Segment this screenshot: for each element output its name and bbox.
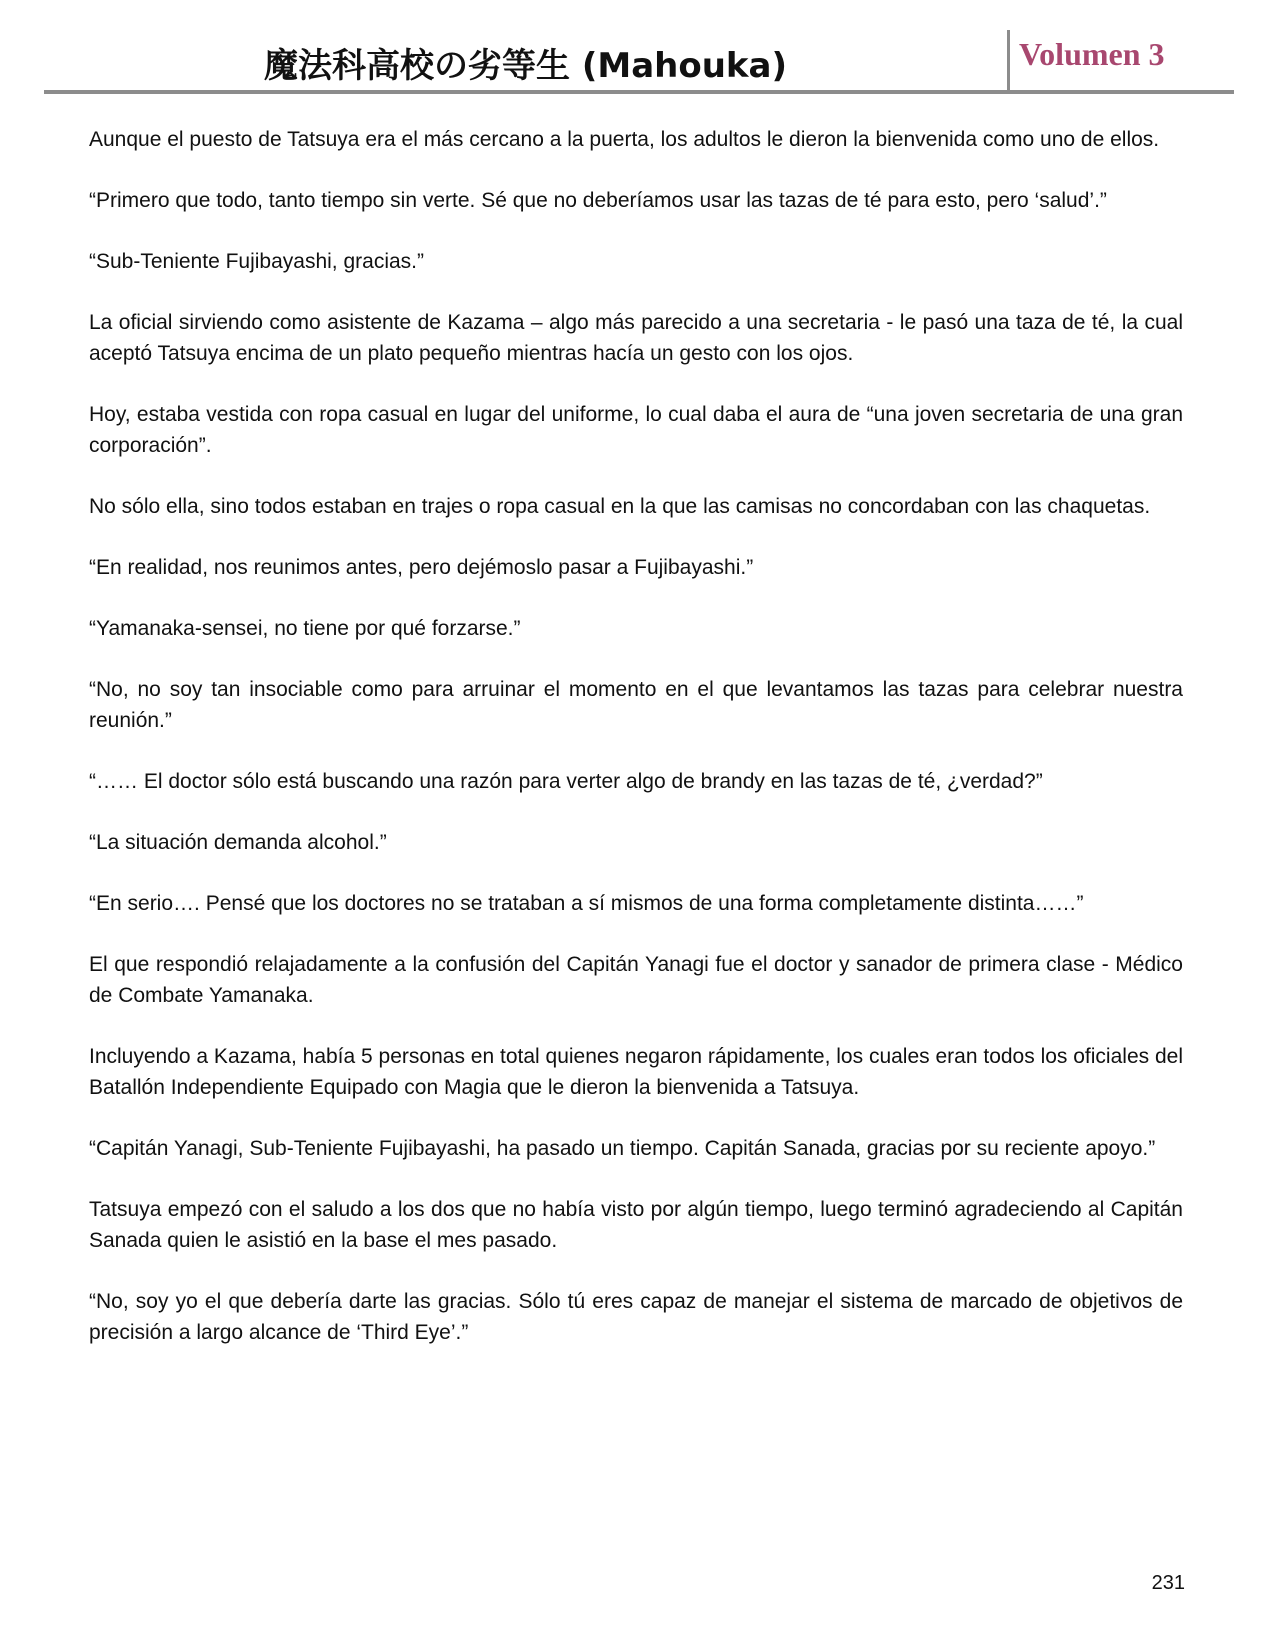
paragraph: Hoy, estaba vestida con ropa casual en lugar del uniforme, lo cual daba el aura de “una joven secretaria de una gran corporación”. [89,403,1183,457]
paragraph: “Yamanaka-sensei, no tiene por qué forzarse.” [89,617,521,640]
page-body [89,124,1183,1378]
header-rule [44,90,1234,94]
paragraph: “En realidad, nos reunimos antes, pero dejémoslo pasar a Fujibayashi.” [89,556,754,579]
paragraph: “Capitán Yanagi, Sub-Teniente Fujibayashi, ha pasado un tiempo. Capitán Sanada, gracias por su reciente apoyo.” [89,1137,1156,1160]
paragraph: “Sub-Teniente Fujibayashi, gracias.” [89,250,424,273]
page-number: 231 [1151,1572,1185,1594]
header-divider [1007,30,1010,92]
paragraph: Tatsuya empezó con el saludo a los dos que no había visto por algún tiempo, luego terminó agradeciendo al Capitán Sanada quien le asistió en la base el mes pasado. [89,1198,1183,1252]
paragraph: No sólo ella, sino todos estaban en trajes o ropa casual en la que las camisas no concordaban con las chaquetas. [89,495,1151,518]
paragraph: La oficial sirviendo como asistente de Kazama – algo más parecido a una secretaria - le pasó una taza de té, la cual aceptó Tatsuya encima de un plato pequeño mientras hacía un gesto con los ojos. [89,311,1183,365]
paragraph: Aunque el puesto de Tatsuya era el más cercano a la puerta, los adultos le dieron la bienvenida como uno de ellos. [89,128,1160,151]
paragraph: “No, no soy tan insociable como para arruinar el momento en el que levantamos las tazas para celebrar nuestra reunión.” [89,678,1183,732]
paragraph: “Primero que todo, tanto tiempo sin verte. Sé que no deberíamos usar las tazas de té para esto, pero ‘salud’.” [89,189,1107,212]
volume-label: Volumen 3 [1019,36,1165,72]
paragraph: “La situación demanda alcohol.” [89,831,387,854]
page-header [44,28,1234,96]
paragraph: “…… El doctor sólo está buscando una razón para verter algo de brandy en las tazas de té, ¿verdad?” [89,770,1043,793]
paragraph: Incluyendo a Kazama, había 5 personas en total quienes negaron rápidamente, los cuales eran todos los oficiales del Batallón Independiente Equipado con Magia que le dieron la bienvenida a Tatsuya. [89,1045,1183,1099]
paragraph: “No, soy yo el que debería darte las gracias. Sólo tú eres capaz de manejar el sistema de marcado de objetivos de precisión a largo alcance de ‘Third Eye’.” [89,1290,1183,1344]
paragraph: “En serio…. Pensé que los doctores no se trataban a sí mismos de una forma completamente distinta……” [89,892,1084,915]
paragraph: El que respondió relajadamente a la confusión del Capitán Yanagi fue el doctor y sanador de primera clase - Médico de Combate Yamanaka. [89,953,1183,1007]
book-title: 魔法科高校の劣等生 (Mahouka) [263,46,787,86]
